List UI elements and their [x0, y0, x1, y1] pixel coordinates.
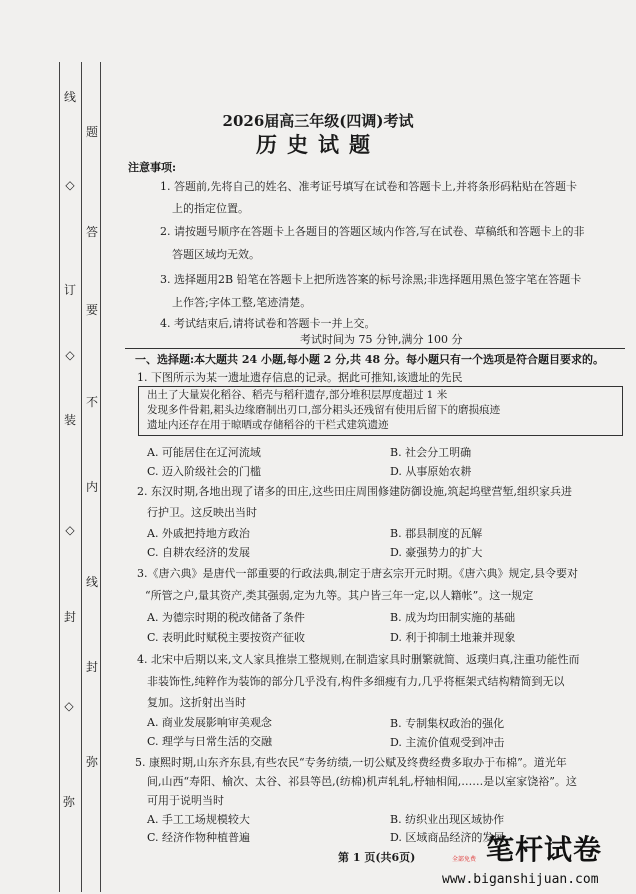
binding-line-middle	[81, 62, 82, 892]
notice-heading: 注意事项:	[128, 161, 177, 174]
margin-char: 线	[63, 90, 76, 104]
question-stem: “所管之户,量其资产,类其强弱,定为九等。其户皆三年一定,以人籍帐”。这一规定	[145, 589, 534, 602]
notice-item-cont: 上作答;字体工整,笔迹清楚。	[172, 296, 312, 309]
option-b[interactable]: B. 成为均田制实施的基础	[390, 611, 516, 624]
margin-char: 答	[85, 225, 98, 239]
option-b[interactable]: B. 专制集权政治的强化	[390, 717, 505, 730]
question-stem: 行护卫。这反映出当时	[147, 506, 257, 519]
subject-title: 历史试题	[256, 132, 380, 157]
watermark-tag: 全部免费	[452, 856, 477, 863]
question-stem: 5. 康熙时期,山东齐东县,有些农民“专务纺绩,一切公赋及终费经费多取办于布棉”。道光年	[135, 756, 567, 769]
option-a[interactable]: A. 为德宗时期的税改储备了条件	[147, 611, 305, 624]
option-c[interactable]: C. 自耕农经济的发展	[147, 546, 251, 559]
option-a[interactable]: A. 外戚把持地方政治	[147, 527, 250, 540]
divider	[125, 348, 625, 349]
question-stem: 非装饰性,纯粹作为装饰的部分几乎没有,构件多细瘦有力,几乎将框架式结构精简到无以	[147, 675, 565, 688]
option-a[interactable]: A. 手工工场规模较大	[147, 813, 250, 826]
option-d[interactable]: D. 从事原始农耕	[390, 465, 472, 478]
option-c[interactable]: C. 表明此时赋税主要按资产征收	[147, 631, 306, 644]
box-line: 遗址内还存在用于晾晒或存储稻谷的干栏式建筑遗迹	[147, 419, 389, 431]
section-heading: 一、选择题:本大题共 24 小题,每小题 2 分,共 48 分。每小题只有一个选项是符合题目要求的。	[135, 353, 604, 366]
option-d[interactable]: D. 区域商品经济的发展	[390, 831, 505, 844]
margin-char: 内	[85, 480, 98, 494]
question-stem: 1. 下图所示为某一遗址遗存信息的记录。据此可推知,该遗址的先民	[137, 371, 463, 384]
option-a[interactable]: A. 可能居住在辽河流域	[147, 446, 261, 459]
margin-char: 线	[85, 575, 98, 589]
notice-item: 4. 考试结束后,请将试卷和答题卡一并上交。	[160, 317, 376, 330]
diamond-icon: ◇	[65, 348, 75, 362]
option-b[interactable]: B. 郡县制度的瓦解	[390, 527, 483, 540]
question-stem: 3.《唐六典》是唐代一部重要的行政法典,制定于唐玄宗开元时期。《唐六典》规定,县令要对	[137, 567, 578, 580]
binding-line-inner	[100, 62, 101, 892]
exam-title: 2026届高三年级(四调)考试	[222, 112, 414, 130]
option-d[interactable]: D. 利于抑制土地兼并现象	[390, 631, 516, 644]
page-number: 第 1 页(共6页)	[338, 851, 416, 864]
option-b[interactable]: B. 社会分工明确	[390, 446, 472, 459]
question-stem: 2. 东汉时期,各地出现了诸多的田庄,这些田庄周围修建防御设施,筑起坞壁营堑,组织家兵进	[137, 485, 572, 498]
margin-char: 弥	[85, 755, 98, 769]
notice-item: 2. 请按题号顺序在答题卡上各题目的答题区域内作答,写在试卷、草稿纸和答题卡上的非	[160, 225, 585, 238]
binding-line-outer	[59, 62, 60, 892]
option-c[interactable]: C. 迈入阶级社会的门槛	[147, 465, 262, 478]
option-a[interactable]: A. 商业发展影响审美观念	[147, 716, 272, 729]
diamond-icon: ◇	[65, 523, 75, 537]
question-stem: 间,山西“寿阳、榆次、太谷、祁县等邑,(纺棉)机声轧轧,杼轴相闻,……是以室家饶裕”。这	[147, 775, 577, 788]
box-line: 出土了大量炭化稻谷、稻壳与稻秆遗存,部分堆积层厚度超过 1 米	[147, 389, 448, 401]
margin-char: 弥	[62, 795, 75, 809]
margin-char: 题	[85, 125, 98, 139]
margin-char: 不	[85, 395, 98, 409]
option-d[interactable]: D. 豪强势力的扩大	[390, 546, 483, 559]
watermark-brand: 笔杆试卷	[486, 833, 603, 866]
question-stem: 复加。这折射出当时	[147, 696, 246, 709]
diamond-icon: ◇	[64, 699, 74, 713]
margin-char: 订	[63, 283, 76, 297]
notice-item-cont: 答题区域均无效。	[172, 248, 260, 261]
notice-item: 3. 选择题用2B 铅笔在答题卡上把所选答案的标号涂黑;非选择题用黑色签字笔在答题卡	[160, 273, 582, 286]
option-d[interactable]: D. 主流价值观受到冲击	[390, 736, 505, 749]
margin-char: 要	[85, 303, 98, 317]
option-c[interactable]: C. 理学与日常生活的交融	[147, 735, 273, 748]
source-box	[138, 386, 623, 436]
margin-char: 装	[63, 413, 76, 427]
notice-item: 1. 答题前,先将自己的姓名、准考证号填写在试卷和答题卡上,并将条形码粘贴在答题卡	[160, 180, 577, 193]
watermark-url[interactable]: www.biganshijuan.com	[442, 872, 599, 887]
question-stem: 可用于说明当时	[147, 794, 224, 807]
box-line: 发现多件骨耜,耜头边缘磨制出刃口,部分耜头还残留有使用后留下的磨损痕迹	[147, 404, 501, 416]
diamond-icon: ◇	[65, 178, 75, 192]
question-stem: 4. 北宋中后期以来,文人家具推崇工整规则,在制造家具时删繁就简、返璞归真,注重功能性而	[137, 653, 580, 666]
notice-item-cont: 上的指定位置。	[172, 202, 249, 215]
margin-char: 封	[63, 610, 76, 624]
option-b[interactable]: B. 纺织业出现区域协作	[390, 813, 505, 826]
option-c[interactable]: C. 经济作物种植普遍	[147, 831, 251, 844]
margin-char: 封	[85, 660, 98, 674]
exam-time-info: 考试时间为 75 分钟,满分 100 分	[300, 333, 463, 346]
